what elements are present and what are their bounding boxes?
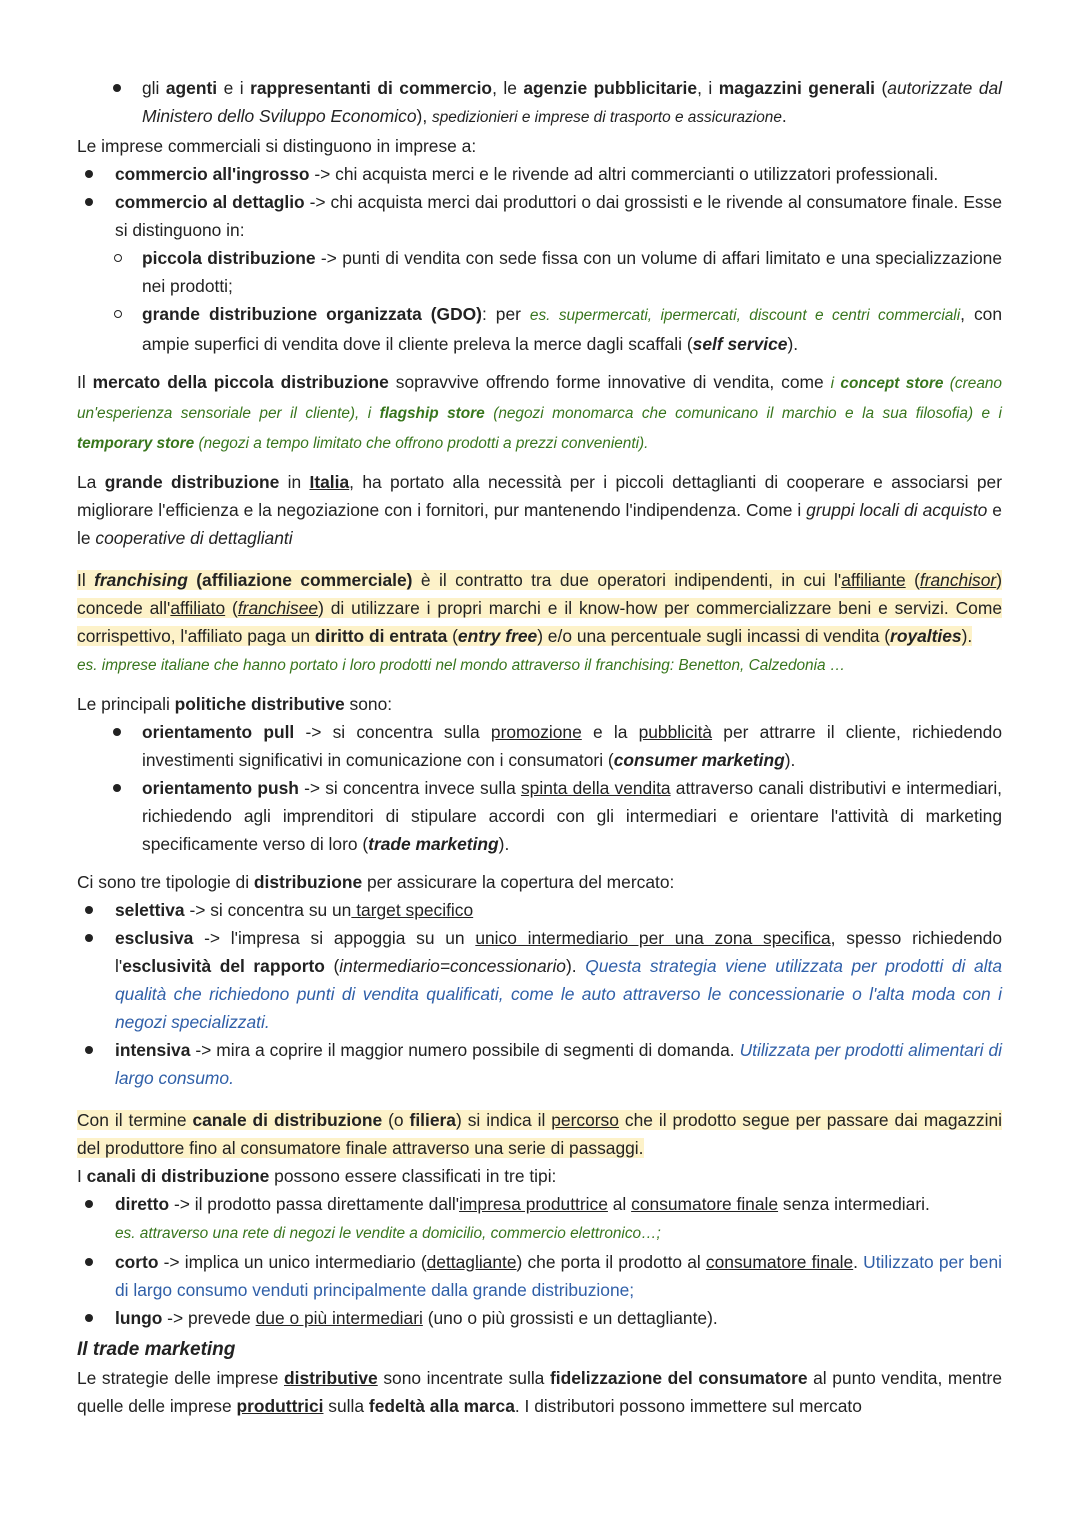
politiche-section — [77, 690, 1002, 858]
imprese-intro: Le imprese commerciali si distinguono in imprese a: — [77, 136, 477, 156]
list-item: esclusiva -> l'impresa si appoggia su un unico intermediario per una zona specifica, spesso richiedendo l'esclusività del rapporto (intermediario=concessionario). Questa strategia viene utilizzata per prodotti di alta qualità che richiedono punti di vendita qualificati, come le auto attraverso le concessionarie o l'alta moda con i negozi specializzati. — [77, 924, 1002, 1036]
distribuzione-intro: Ci sono tre tipologie di distribuzione per assicurare la copertura del mercato: — [77, 872, 675, 892]
list-item: corto -> implica un unico intermediario (dettagliante) che porta il prodotto al consumatore finale. Utilizzato per beni di largo consumo venduti principalmente dalla grande distribuzione; — [77, 1248, 1002, 1304]
politiche-list — [77, 718, 1002, 858]
list-item: grande distribuzione organizzata (GDO): per es. supermercati, ipermercati, discount e centri commerciali, con ampie superfici di vendita dove il cliente preleva la merce dagli scaffali (self service). — [77, 300, 1002, 358]
list-item: commercio all'ingrosso -> chi acquista merci e le rivende ad altri commercianti o utilizzatori professionali. — [77, 160, 1002, 188]
list-item: lungo -> prevede due o più intermediari (uno o più grossisti e un dettagliante). — [77, 1304, 1002, 1332]
imprese-section — [77, 132, 1002, 358]
list-item: diretto -> il prodotto passa direttamente dall'impresa produttrice al consumatore finale senza intermediari. es. attraverso una rete di negozi le vendite a domicilio, commercio elettronico…; — [77, 1190, 1002, 1248]
list-item: commercio al dettaglio -> chi acquista merci dai produttori o dai grossisti e le rivende al consumatore finale. Esse si distinguono in: piccola distribuzione -> punti di vendita con sede fissa con un volume di affari limitato e una specializzazione nei prodotti; grande distribuzione organizzata (GDO): per es. supermercati, ipermercati, discount e centri commerciali, con ampie superfici di vendita dove il cliente preleva la merce dagli scaffali (self service). — [77, 188, 1002, 358]
dettaglio-sublist — [77, 244, 1002, 358]
list-item: orientamento pull -> si concentra sulla promozione e la pubblicità per attrarre il cliente, richiedendo investimenti significativi in comunicazione con i consumatori (consumer marketing). — [77, 718, 1002, 774]
list-item: intensiva -> mira a coprire il maggior numero possibile di segmenti di domanda. Utilizzata per prodotti alimentari di largo consumo. — [77, 1036, 1002, 1092]
canale-section — [77, 1106, 1002, 1332]
list-item: selettiva -> si concentra su un target specifico — [77, 896, 1002, 924]
canali-list — [77, 1190, 1002, 1332]
canale-paragraph: Con il termine canale di distribuzione (o filiera) si indica il percorso che il prodotto segue per passare dai magazzini del produttore fino al consumatore finale attraverso una serie di passaggi. — [77, 1110, 1002, 1158]
mercato-paragraph: Il mercato della piccola distribuzione sopravvive offrendo forme innovative di vendita, come i concept store (creano un'esperienza sensoriale per il cliente), i flagship store (negozi monomarca che comunicano il marchio e la sua filosofia) e i temporary store (negozi a tempo limitato che offrono prodotti a prezzi convenienti). — [77, 372, 1002, 452]
grande-paragraph: La grande distribuzione in Italia, ha portato alla necessità per i piccoli dettaglianti di cooperare e associarsi per migliorare l'efficienza e la negoziazione con i fornitori, pur mantenendo l'indipendenza. Come i gruppi locali di acquisto e le cooperative di dettaglianti — [77, 472, 1002, 548]
distribuzione-list — [77, 896, 1002, 1092]
franchising-paragraph: Il franchising (affiliazione commerciale) è il contratto tra due operatori indipendenti, in cui l'affiliante (franchisor) concede all'affiliato (franchisee) di utilizzare i propri marchi e il know-how per commercializzare beni e servizi. Come corrispettivo, l'affiliato paga un diritto di entrata (entry free) e/o una percentuale sugli incassi di vendita (royalties). — [77, 570, 1003, 646]
top-list — [77, 74, 1002, 132]
politiche-intro: Le principali politiche distributive sono: — [77, 694, 393, 714]
franchising-example: es. imprese italiane che hanno portato i loro prodotti nel mondo attraverso il franchising: Benetton, Calzedonia … — [77, 657, 846, 674]
list-item: orientamento push -> si concentra invece sulla spinta della vendita attraverso canali distributivi e intermediari, richiedendo agli imprenditori di stipulare accordi con gli intermediari e orientare l'attività di marketing specificamente verso di loro (trade marketing). — [77, 774, 1002, 858]
trade-paragraph: Le strategie delle imprese distributive sono incentrate sulla fidelizzazione del consumatore al punto vendita, mentre quelle delle imprese produttrici sulla fedeltà alla marca. I distributori possono immettere sul mercato — [77, 1368, 1002, 1416]
canali-intro: I canali di distribuzione possono essere classificati in tre tipi: — [77, 1166, 557, 1186]
document-page — [77, 74, 1002, 1420]
section-heading: Il trade marketing — [77, 1339, 236, 1360]
list-item: gli agenti e i rappresentanti di commercio, le agenzie pubblicitarie, i magazzini generali (autorizzate dal Ministero dello Sviluppo Economico), spedizionieri e imprese di trasporto e assicurazione. — [77, 74, 1002, 132]
list-item: piccola distribuzione -> punti di vendita con sede fissa con un volume di affari limitato e una specializzazione nei prodotti; — [77, 244, 1002, 300]
imprese-list — [77, 160, 1002, 358]
distribuzione-section — [77, 868, 1002, 1092]
